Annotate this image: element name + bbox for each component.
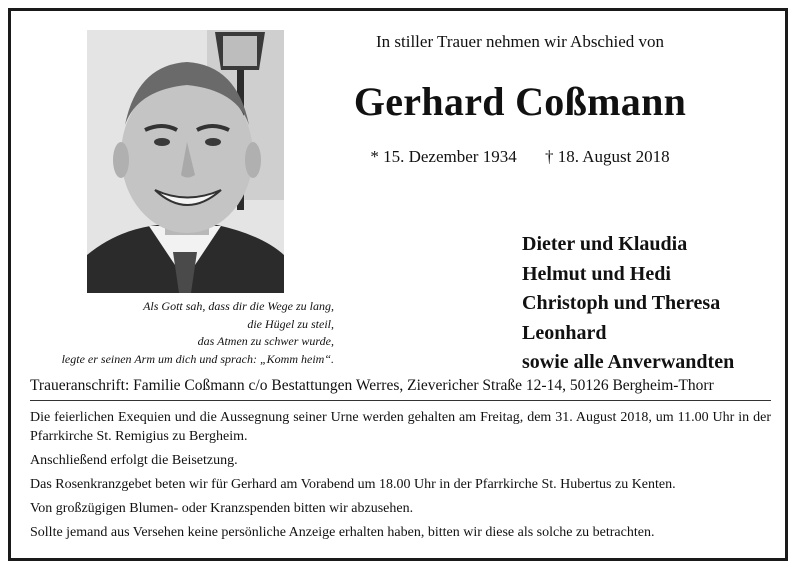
intro-text: In stiller Trauer nehmen wir Abschied von: [375, 32, 664, 51]
death-date: † 18. August 2018: [544, 147, 670, 166]
divider: [30, 400, 771, 401]
portrait-photo: [87, 30, 284, 293]
notice-paragraph: Sollte jemand aus Versehen keine persönliche Anzeige erhalten haben, bitten wir diese als solche zu betrachten.: [30, 525, 655, 540]
flowers-paragraph: Von großzügigen Blumen- oder Kranzspenden bitten wir abzusehen.: [30, 501, 414, 516]
mourner-entry: Dieter und Klaudia: [522, 233, 688, 255]
mourner-entry: sowie alle Anverwandten: [522, 351, 735, 373]
mourner-entry: Christoph und Theresa: [522, 292, 721, 314]
mourner-entry: Helmut und Hedi: [522, 262, 671, 285]
birth-date: * 15. Dezember 1934: [370, 147, 517, 166]
rosary-paragraph: Das Rosenkranzgebet beten wir für Gerhard am Vorabend um 18.00 Uhr in der Pfarrkirche St. Hubertus zu Kenten.: [30, 477, 676, 492]
service-details: [30, 408, 771, 547]
poem-line: das Atmen zu schwer wurde,: [197, 334, 334, 348]
life-dates: [310, 147, 730, 167]
poem-line: Als Gott sah, dass dir die Wege zu lang,: [143, 299, 334, 313]
portrait-illustration: [87, 30, 284, 293]
poem: [40, 298, 334, 368]
mourners-list: [522, 230, 782, 378]
burial-paragraph: Anschließend erfolgt die Beisetzung.: [30, 453, 238, 468]
mourning-address: Traueranschrift: Familie Coßmann c/o Bestattungen Werres, Zievericher Straße 12-14, 50126 Bergheim-Thorr: [30, 377, 714, 394]
poem-line: legte er seinen Arm um dich und sprach: „Komm heim“.: [61, 351, 334, 366]
exequies-paragraph: Die feierlichen Exequien und die Aussegnung seiner Urne werden gehalten am Freitag, dem 31. August 2018, um 11.00 Uhr in der Pfarrkirche St. Remigius zu Bergheim.: [30, 410, 771, 444]
poem-line: die Hügel zu steil,: [247, 316, 334, 331]
mourner-entry: Leonhard: [522, 321, 607, 344]
deceased-name: Gerhard Coßmann: [353, 79, 687, 124]
